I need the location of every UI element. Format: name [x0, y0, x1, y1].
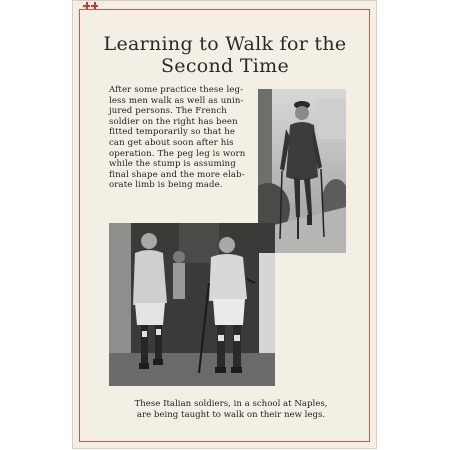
red-cross-icon — [91, 2, 98, 9]
photo-caption-line-1: These Italian soldiers, in a school at Naples, — [134, 399, 328, 409]
body-line: orate limb is being made. — [109, 180, 223, 191]
red-cross-icon — [83, 2, 90, 9]
poster — [72, 0, 377, 449]
body-line: final shape and the more elab- — [109, 169, 245, 180]
body-line: After some practice these leg- — [109, 85, 244, 95]
body-line: while the stump is assuming — [109, 159, 236, 170]
poster-title-line-1: Learning to Walk for the — [103, 33, 347, 55]
body-paragraph — [109, 85, 259, 191]
body-line: operation. The peg leg is worn — [109, 148, 246, 159]
body-line: less men walk as well as unin- — [109, 95, 244, 106]
italian-soldiers-photo-image — [109, 223, 275, 386]
poster-title-line-2: Second Time — [160, 55, 290, 77]
body-line: jured persons. The French — [109, 106, 227, 117]
body-line: fitted temporarily so that he — [109, 127, 236, 138]
photo-caption-line-2: are being taught to walk on their new legs. — [136, 410, 326, 420]
body-line: can get about soon after his — [109, 137, 234, 148]
italian-soldiers-photo — [109, 223, 275, 386]
body-line: soldier on the right has been — [109, 116, 238, 127]
